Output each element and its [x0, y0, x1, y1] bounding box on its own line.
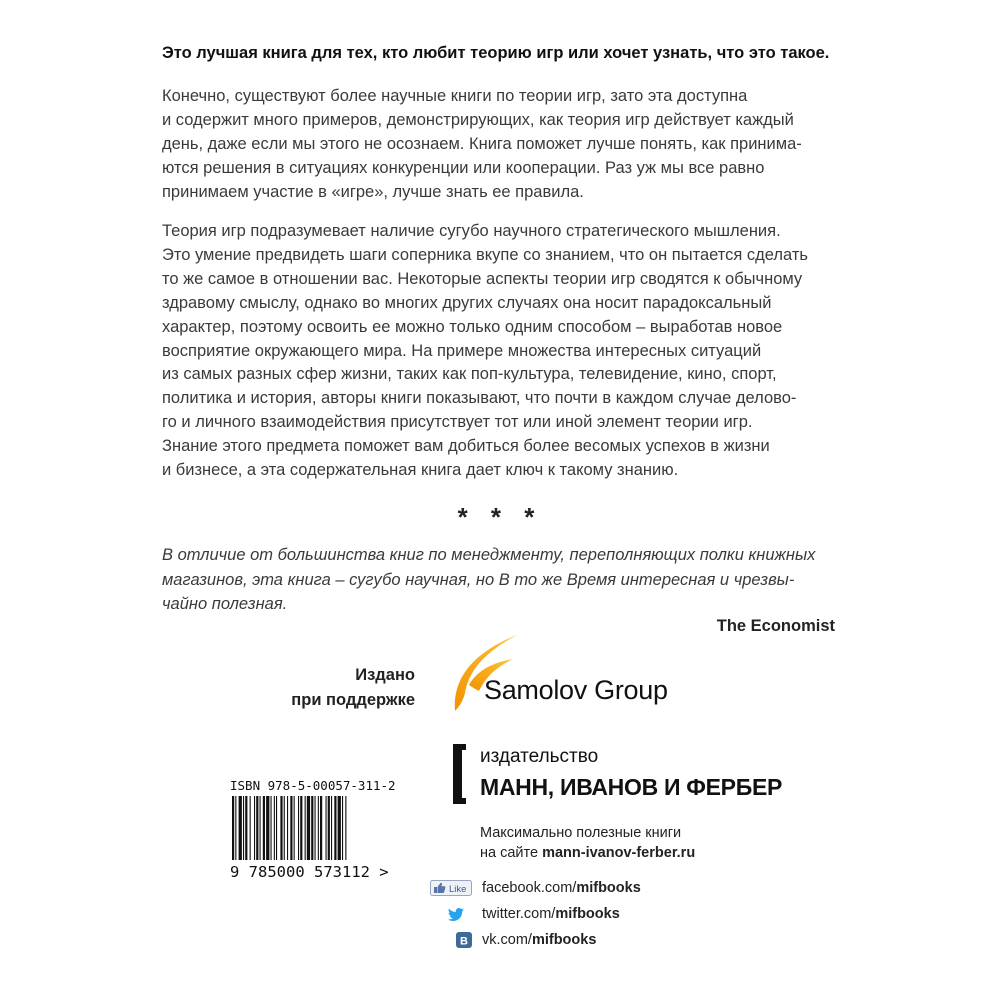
text-line: то же самое в отношении вас. Некоторые аспекты теории игр сводятся к обычному — [162, 269, 803, 288]
barcode-digits: 9 785000 573112 > — [230, 863, 389, 881]
barcode — [230, 796, 400, 862]
facebook-like-badge: Like — [449, 884, 467, 895]
text-line: здравому смыслу, однако во многих других случаях она носит парадоксальный — [162, 293, 772, 312]
text-line: го и личного взаимодействия присутствует тот или иной элемент теории игр. — [162, 413, 753, 432]
twitter-link-text — [482, 904, 620, 924]
publisher-prefix: издательство — [480, 746, 599, 767]
text-line: и содержит много примеров, демонстрирующих, как теория игр действует каждый — [162, 110, 794, 129]
publisher-name: МАНН, ИВАНОВ И ФЕРБЕР — [480, 774, 783, 800]
text-line: Теория игр подразумевает наличие сугубо научного стратегического мышления. — [162, 222, 781, 240]
quote-line: чайно полезная. — [162, 595, 288, 613]
text-line: принимаем участие в «игре», лучше знать ее правила. — [162, 182, 584, 201]
vk-link-text — [482, 930, 596, 950]
sponsor-name: Samolov Group — [484, 675, 668, 705]
quote-line: В отличие от большинства книг по менеджменту, переполняющих полки книжных — [162, 546, 816, 564]
text-line: ются решения в ситуациях конкуренции или кооперации. Раз уж мы все равно — [162, 158, 765, 177]
paragraph-intro — [162, 85, 842, 205]
twitter-handle: mifbooks — [555, 906, 620, 922]
text-line: политика и история, авторы книги показывают, что почти в каждом случае делово- — [162, 389, 797, 408]
publisher-website-link[interactable]: mann-ivanov-ferber.ru — [542, 845, 696, 861]
publisher-slogan — [480, 823, 695, 863]
facebook-handle: mifbooks — [576, 880, 641, 896]
text-line: восприятие окружающего мира. На примере множества интересных ситуаций — [162, 341, 762, 360]
slogan-line — [480, 843, 695, 863]
text-line: характер, поэтому освоить ее можно только одним способом – выработав новое — [162, 317, 783, 336]
sponsor-caption — [270, 663, 415, 713]
slogan-prefix: на сайте — [480, 845, 543, 861]
text-line: Конечно, существуют более научные книги по теории игр, зато эта доступна — [162, 87, 748, 105]
vk-handle: mifbooks — [531, 932, 597, 948]
text-line: Знание этого предмета поможет вам добиться более весомых успехов в жизни — [162, 437, 770, 456]
facebook-like-icon — [430, 880, 472, 896]
vk-prefix: vk.com/ — [482, 932, 532, 948]
sponsor-caption-line: Издано — [355, 666, 415, 684]
facebook-prefix: facebook.com/ — [482, 880, 577, 896]
section-separator: * * * — [457, 502, 543, 532]
quote-source: The Economist — [716, 617, 835, 635]
paragraph-main — [162, 220, 842, 483]
headline: Это лучшая книга для тех, кто любит теорию игр или хочет узнать, что это такое. — [162, 44, 830, 62]
review-quote — [162, 543, 852, 617]
sponsor-caption-line: при поддержке — [291, 691, 415, 709]
slogan-line: Максимально полезные книги — [480, 825, 682, 841]
text-line: и бизнесе, а эта содержательная книга дает ключ к такому знанию. — [162, 461, 679, 480]
facebook-link-text — [482, 878, 641, 898]
vk-badge-letter: B — [460, 935, 468, 948]
twitter-prefix: twitter.com/ — [482, 906, 556, 922]
quote-line: магазинов, эта книга – сугубо научная, но В то же Время интересная и чрезвы- — [162, 570, 795, 589]
twitter-bird-icon — [430, 906, 472, 922]
text-line: из самых разных сфер жизни, таких как поп-культура, телевидение, кино, спорт, — [162, 365, 777, 384]
isbn-label: ISBN 978-5-00057-311-2 — [230, 778, 396, 793]
text-line: день, даже если мы этого не осознаем. Книга поможет лучше понять, как принима- — [162, 134, 802, 153]
text-line: Это умение предвидеть шаги соперника вкупе со знанием, что он пытается сделать — [162, 245, 808, 264]
vk-icon — [430, 932, 472, 949]
publisher-bracket-icon — [453, 744, 466, 804]
